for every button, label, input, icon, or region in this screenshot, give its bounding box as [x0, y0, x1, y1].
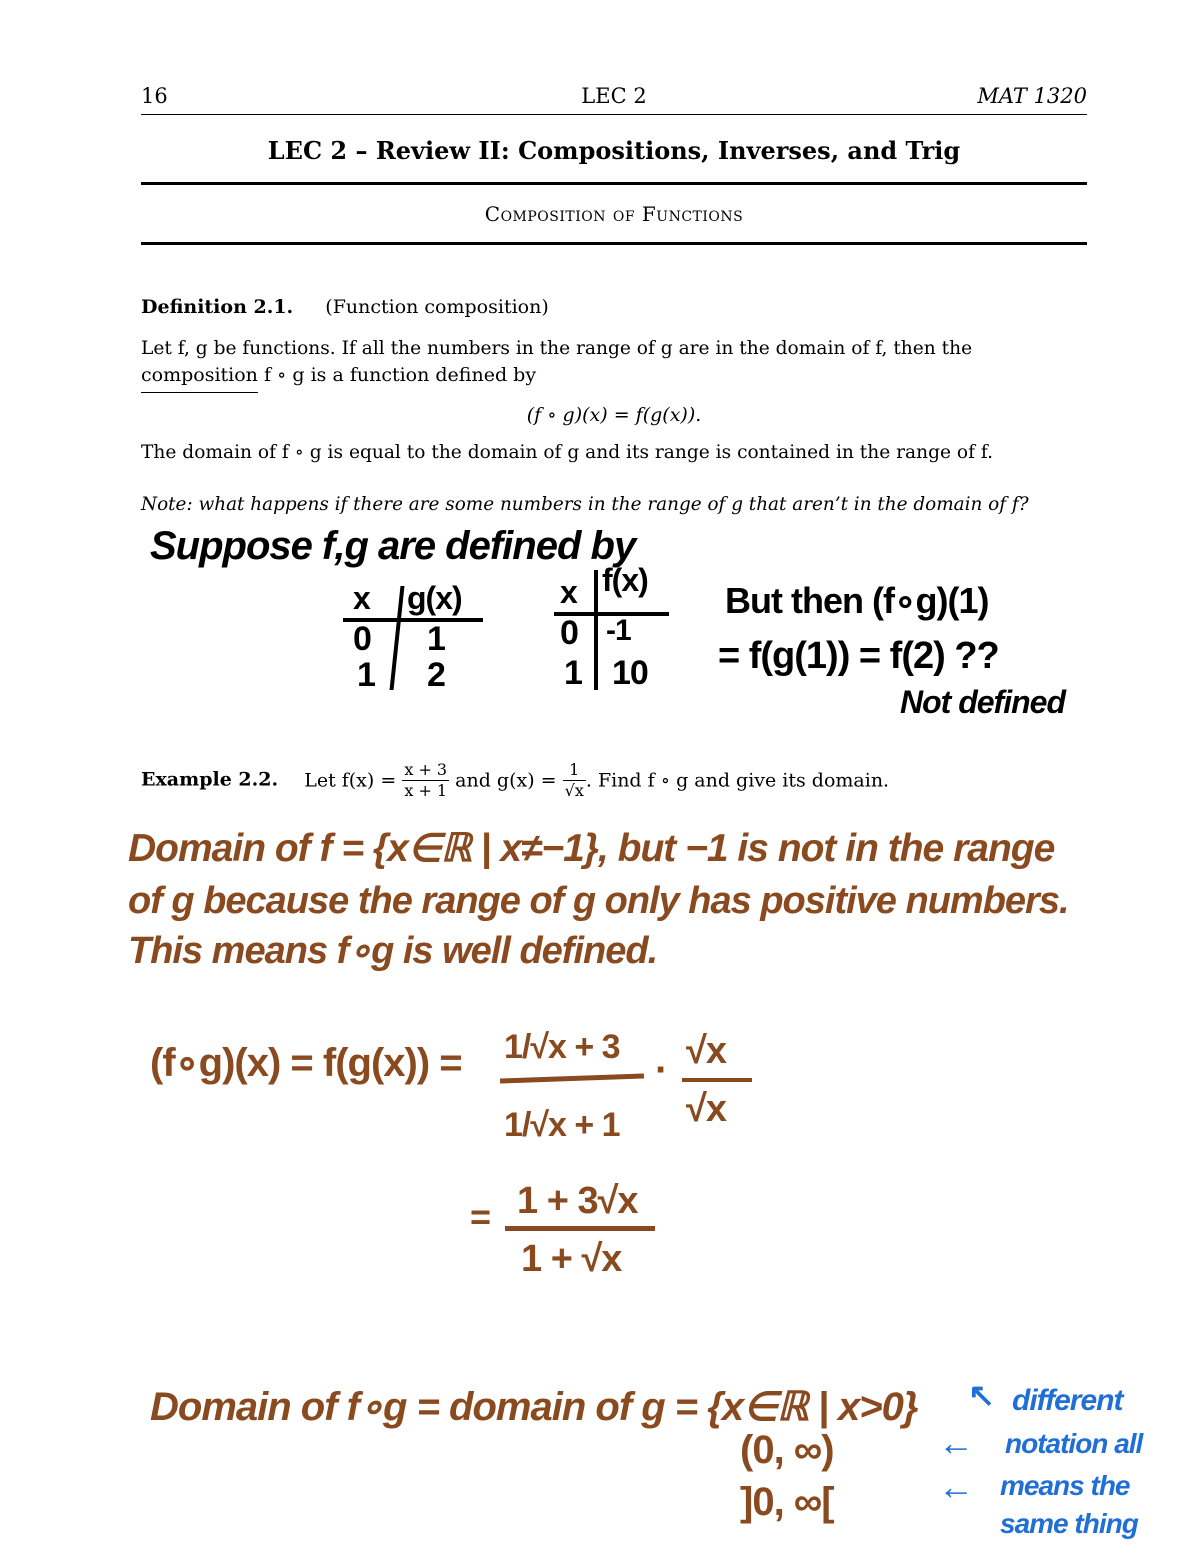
table-g-r1a: 0 — [353, 620, 371, 658]
hand-equals-line: = f(g(1)) = f(2) ?? — [718, 635, 999, 677]
table-f-vline — [594, 570, 598, 690]
definition-heading — [141, 294, 549, 320]
f-numerator: x + 3 — [404, 760, 448, 779]
simplified-fraction — [505, 1180, 665, 1290]
big-fraction-num: 1/√x + 3 — [504, 1028, 620, 1066]
table-f-header-fx: f(x) — [602, 562, 648, 598]
table-g-header-x: x — [353, 580, 370, 616]
mult-fraction — [682, 1030, 762, 1140]
example-label: Example 2.2. — [141, 768, 279, 791]
simplified-bar — [505, 1226, 655, 1231]
table-g-r2b: 2 — [427, 656, 445, 694]
table-g-vline — [390, 586, 405, 690]
blue-note-3: means the — [1000, 1470, 1130, 1501]
example-rest: . Find f ∘ g and give its domain. — [585, 769, 890, 792]
hand-but-then: But then (f∘g)(1) — [725, 580, 989, 621]
mult-fraction-num: √x — [686, 1030, 726, 1072]
hand-brown-line-3: This means f∘g is well defined. — [128, 930, 658, 972]
big-fraction-den: 1/√x + 1 — [504, 1106, 620, 1144]
course-code: MAT 1320 — [977, 84, 1087, 108]
hand-interval-2: ]0, ∞[ — [740, 1480, 834, 1524]
definition-line-2 — [141, 362, 536, 388]
g-denominator: √x — [564, 781, 584, 800]
table-g-r1b: 1 — [427, 620, 445, 658]
definition-label: Definition 2.1. — [141, 296, 294, 318]
header-rule — [141, 114, 1087, 115]
f-fraction — [402, 760, 449, 801]
example-line — [141, 760, 889, 801]
table-f-r1b: -1 — [606, 614, 631, 647]
table-g-header-gx: g(x) — [407, 580, 462, 616]
table-f-r1a: 0 — [560, 614, 578, 652]
table-g — [335, 580, 485, 694]
g-numerator: 1 — [563, 760, 586, 781]
hand-brown-line-2: of g because the range of g only has positive numbers. — [128, 880, 1069, 922]
table-f-r2b: 10 — [612, 654, 648, 692]
big-fraction — [500, 1020, 650, 1170]
blue-arrow-1: ↖ — [968, 1377, 994, 1413]
hand-suppose: Suppose f,g are defined by — [150, 524, 636, 568]
section-rule — [141, 242, 1087, 245]
hand-comp-lhs: (f∘g)(x) = f(g(x)) = — [150, 1041, 462, 1085]
blue-arrow-2: ← — [938, 1422, 973, 1463]
blue-arrow-3: ← — [938, 1466, 973, 1507]
example-let: Let f(x) = — [304, 769, 397, 792]
g-fraction — [563, 760, 586, 801]
composition-term: composition — [141, 364, 258, 393]
example-and-g: and g(x) = — [455, 769, 557, 792]
hand-not-defined: Not defined — [900, 684, 1065, 720]
hand-domain-line: Domain of f∘g = domain of g = {x∈ℝ | x>0} — [150, 1385, 918, 1429]
domain-sentence: The domain of f ∘ g is equal to the domain of g and its range is contained in the range of f. — [141, 442, 994, 463]
simplified-den: 1 + √x — [521, 1238, 622, 1280]
mult-fraction-den: √x — [686, 1088, 726, 1130]
header-center: LEC 2 — [581, 84, 647, 108]
big-fraction-bar — [500, 1073, 644, 1083]
blue-note-1: different — [1012, 1384, 1123, 1417]
table-f-header-x: x — [560, 574, 577, 610]
definition-line-2-rest: f ∘ g is a function defined by — [257, 364, 537, 386]
page-title: LEC 2 – Review II: Compositions, Inverses, and Trig — [267, 136, 961, 165]
blue-note-4: same thing — [1000, 1508, 1138, 1539]
f-denominator: x + 1 — [404, 781, 448, 800]
definition-note: Note: what happens if there are some numbers in the range of g that aren’t in the domain of f? — [141, 494, 1029, 515]
mult-fraction-bar — [682, 1078, 752, 1082]
hand-dot: · — [655, 1048, 668, 1092]
section-heading: Composition of Functions — [484, 202, 744, 226]
hand-interval-1: (0, ∞) — [740, 1428, 834, 1472]
page-number: 16 — [141, 84, 168, 108]
hand-eq2: = — [470, 1196, 491, 1237]
definition-name: (Function composition) — [325, 296, 549, 318]
table-f — [550, 560, 680, 690]
hand-brown-line-1: Domain of f = {x∈ℝ | x≠−1}, but −1 is not in the range — [128, 827, 1055, 870]
simplified-num: 1 + 3√x — [517, 1180, 638, 1222]
title-rule — [141, 182, 1087, 185]
table-f-r2a: 1 — [564, 654, 582, 692]
definition-line-1: Let f, g be functions. If all the numbers in the range of g are in the domain of f, then the — [141, 338, 973, 359]
table-g-r2a: 1 — [357, 656, 375, 694]
blue-note-2: notation all — [1005, 1428, 1143, 1459]
composition-formula: (f ∘ g)(x) = f(g(x)). — [526, 404, 702, 426]
